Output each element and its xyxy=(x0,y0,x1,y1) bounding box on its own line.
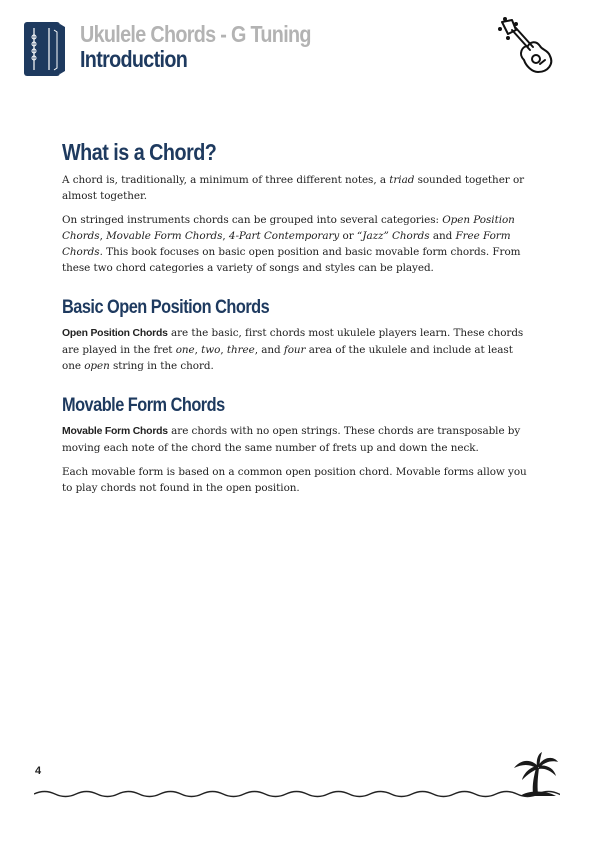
header-title xyxy=(80,22,311,72)
section-heading-what-is-a-chord: What is a Chord? xyxy=(62,139,217,165)
series-title: Ukulele Chords - G Tuning xyxy=(80,21,311,47)
main-content xyxy=(62,138,534,504)
paragraph-movable-form-basis: Each movable form is based on a common open position chord. Movable forms allow you to play chords not found in the open position. xyxy=(62,466,527,494)
section-heading-open-position: Basic Open Position Chords xyxy=(62,297,270,318)
palm-tree-icon xyxy=(510,752,560,798)
paragraph-movable-form: Movable Form Chords are chords with no open strings. These chords are transposable by moving each note of the chord the same number of frets up and down the neck. xyxy=(62,425,521,454)
paragraph-chord-definition: A chord is, traditionally, a minimum of three different notes, a triad sounded together or almost together. xyxy=(62,174,525,202)
ukulele-icon xyxy=(496,16,556,78)
page-number: 4 xyxy=(35,765,42,777)
wave-icon xyxy=(34,780,560,808)
section-title: Introduction xyxy=(80,46,188,72)
paragraph-open-position: Open Position Chords are the basic, first chords most ukulele players learn. These chords are played in the fret one, two, three, and four area of the ukulele and include at least one open string in the chord. xyxy=(62,327,524,372)
ukulele-neck-logo-icon xyxy=(24,22,65,76)
paragraph-chord-categories: On stringed instruments chords can be grouped into several categories: Open Position Chords, Movable Form Chords, 4-Part Contemporary or “Jazz” Chords and Free Form Chords. This book focuses on basic open position and basic movable form chords. From these two chord categories a variety of songs and styles can be played. xyxy=(62,214,521,274)
section-heading-movable-form: Movable Form Chords xyxy=(62,395,225,416)
